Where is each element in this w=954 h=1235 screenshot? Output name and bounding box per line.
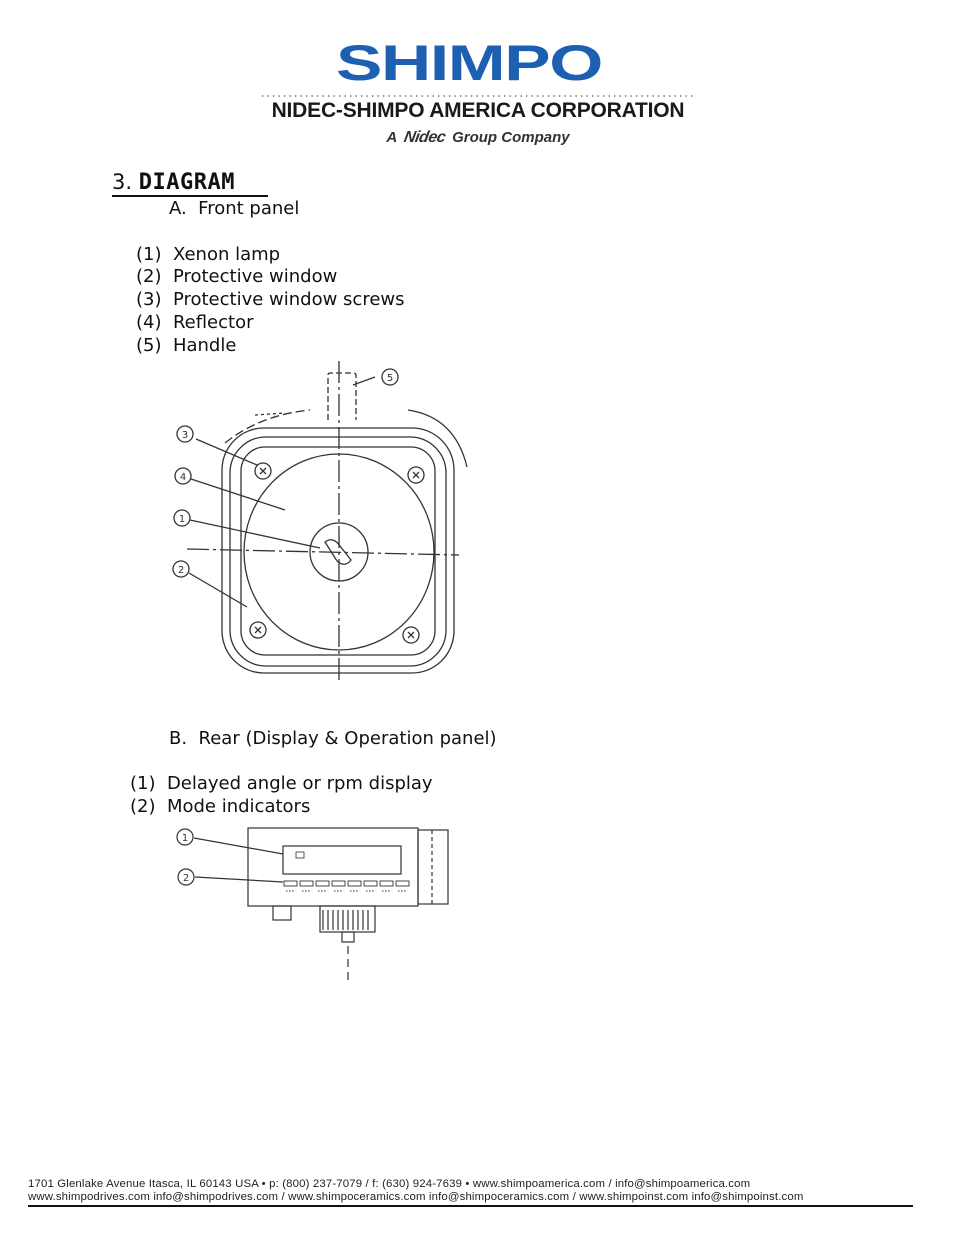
corporation-name: NIDEC-SHIMPO AMERICA CORPORATION xyxy=(271,99,685,122)
callout-4: 4 xyxy=(179,472,187,483)
callout-2: 2 xyxy=(177,565,185,576)
front-item-2: (2) Protective window xyxy=(136,266,338,287)
logo-dotted-rule xyxy=(262,84,694,90)
footer-rule xyxy=(28,1205,913,1207)
group-company-line xyxy=(260,129,696,147)
callout-1: 1 xyxy=(178,514,186,525)
callout-3: 3 xyxy=(181,430,189,441)
callout-5: 5 xyxy=(386,373,394,384)
section-heading xyxy=(112,170,235,195)
rear-callout-2: 2 xyxy=(182,873,190,884)
shimpo-logo xyxy=(336,38,602,86)
rear-panel-heading: B. Rear (Display & Operation panel) xyxy=(169,728,497,749)
front-item-1: (1) Xenon lamp xyxy=(136,244,281,265)
rear-item-1: (1) Delayed angle or rpm display xyxy=(130,773,433,794)
section-title: DIAGRAM xyxy=(138,170,235,195)
front-item-4: (4) Reflector xyxy=(136,312,254,333)
rear-callout-1: 1 xyxy=(181,833,189,844)
group-prefix: A xyxy=(386,129,397,146)
front-panel-diagram xyxy=(165,355,475,685)
window-screw-icons xyxy=(250,463,424,643)
front-item-3: (3) Protective window screws xyxy=(136,289,405,310)
rear-panel-diagram xyxy=(170,820,455,990)
group-suffix: Group Company xyxy=(452,129,570,146)
section-number: 3. xyxy=(112,170,133,194)
nidec-brand: Nidec xyxy=(402,129,447,146)
front-item-5: (5) Handle xyxy=(136,335,237,356)
footer-address-line: 1701 Glenlake Avenue Itasca, IL 60143 USA • p: (800) 237-7079 / f: (630) 924-7639 • www.shimpoamerica.com / info@shimpoamerica.com xyxy=(28,1178,751,1190)
shimpo-logo-text: SHIMPO xyxy=(336,38,602,86)
front-panel-heading: A. Front panel xyxy=(169,198,300,219)
section-underline xyxy=(112,195,268,197)
rear-item-2: (2) Mode indicators xyxy=(130,796,311,817)
footer-websites-line: www.shimpodrives.com info@shimpodrives.com / www.shimpoceramics.com info@shimpoceramics.com / www.shimpoinst.com info@shimpoinst.com xyxy=(28,1191,804,1203)
